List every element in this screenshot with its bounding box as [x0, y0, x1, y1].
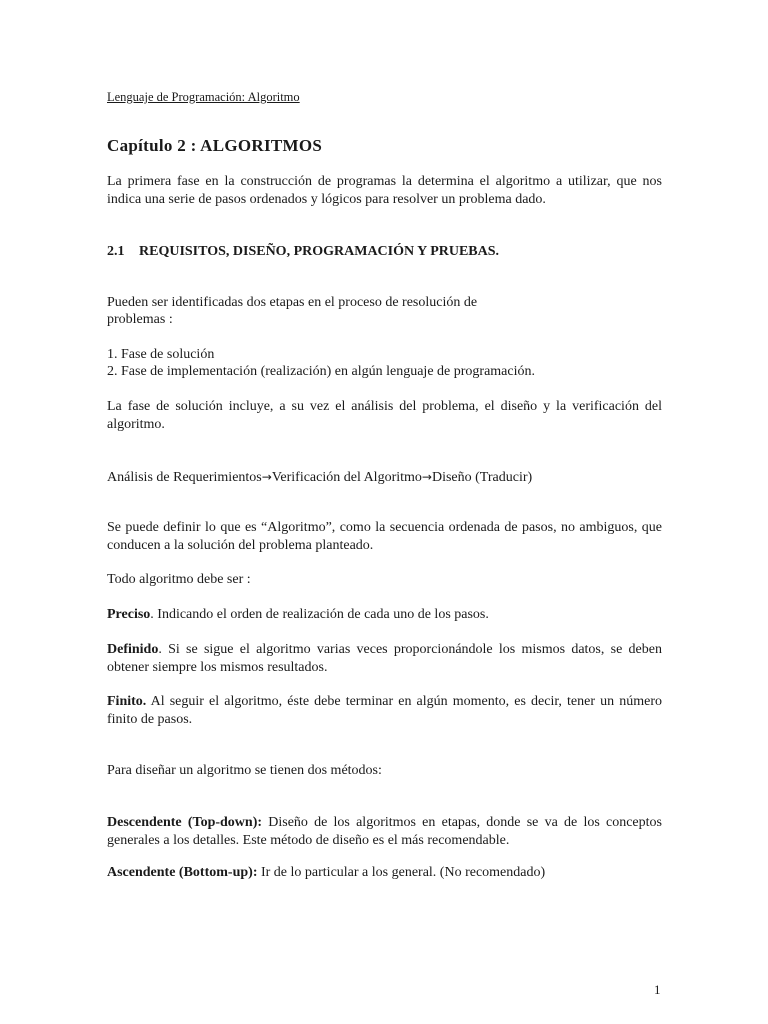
- method-text: Diseño de los algoritmos en etapas, donde se va de los conceptos generales a los detalles. Este método de diseño es el más recomendable.: [107, 815, 662, 848]
- stages-intro-line-1: Pueden ser identificadas dos etapas en el proceso de resolución de: [107, 295, 478, 310]
- stages-intro-line-2: problemas :: [107, 312, 173, 327]
- method-text: Ir de lo particular a los general. (No recomendado): [257, 865, 546, 880]
- methods-intro: Para diseñar un algoritmo se tienen dos métodos:: [107, 763, 382, 778]
- chapter-title: Capítulo 2 : ALGORITMOS: [107, 136, 323, 155]
- property-term: Finito.: [107, 694, 147, 709]
- stage-item: 1. Fase de solución: [107, 347, 215, 362]
- property-precise: [107, 606, 662, 624]
- page-number: 1: [654, 982, 661, 997]
- property-term: Definido: [107, 642, 159, 657]
- property-finite: [107, 693, 662, 729]
- method-top-down: [107, 814, 662, 850]
- method-bottom-up: [107, 864, 662, 882]
- page-header: Lenguaje de Programación: Algoritmo: [107, 90, 300, 104]
- property-text: Al seguir el algoritmo, éste debe terminar en algún momento, es decir, tener un número finito de pasos.: [107, 694, 662, 727]
- right-arrow-icon: →: [261, 470, 272, 484]
- process-flow: [107, 468, 532, 487]
- stage-item: 2. Fase de implementación (realización) en algún lenguaje de programación.: [107, 364, 535, 379]
- must-be-line: Todo algoritmo debe ser :: [107, 572, 251, 587]
- section-number: 2.1: [107, 244, 125, 259]
- flow-step-verification: Verificación del Algoritmo: [271, 470, 422, 485]
- property-text: . Indicando el orden de realización de cada uno de los pasos.: [150, 607, 489, 622]
- property-defined: [107, 641, 662, 677]
- right-arrow-icon: →: [421, 470, 432, 484]
- property-text: . Si se sigue el algoritmo varias veces proporcionándole los mismos datos, se deben obtener siempre los mismos resultados.: [107, 642, 662, 675]
- definition-paragraph: Se puede definir lo que es “Algoritmo”, como la secuencia ordenada de pasos, no ambiguos, que conducen a la solución del problema planteado.: [107, 520, 662, 553]
- intro-paragraph: La primera fase en la construcción de programas la determina el algoritmo a utilizar, que nos indica una serie de pasos ordenados y lógicos para resolver un problema dado.: [107, 174, 662, 207]
- flow-step-requirements: Análisis de Requerimientos: [107, 470, 262, 485]
- section-heading: [107, 244, 499, 260]
- method-term: Ascendente (Bottom-up):: [107, 865, 258, 880]
- property-term: Preciso: [107, 607, 151, 622]
- flow-step-design: Diseño (Traducir): [431, 470, 533, 485]
- section-title: REQUISITOS, DISEÑO, PROGRAMACIÓN Y PRUEBAS.: [139, 244, 500, 259]
- method-term: Descendente (Top-down):: [107, 815, 263, 830]
- solution-phase-paragraph: La fase de solución incluye, a su vez el análisis del problema, el diseño y la verificación del algoritmo.: [107, 399, 662, 432]
